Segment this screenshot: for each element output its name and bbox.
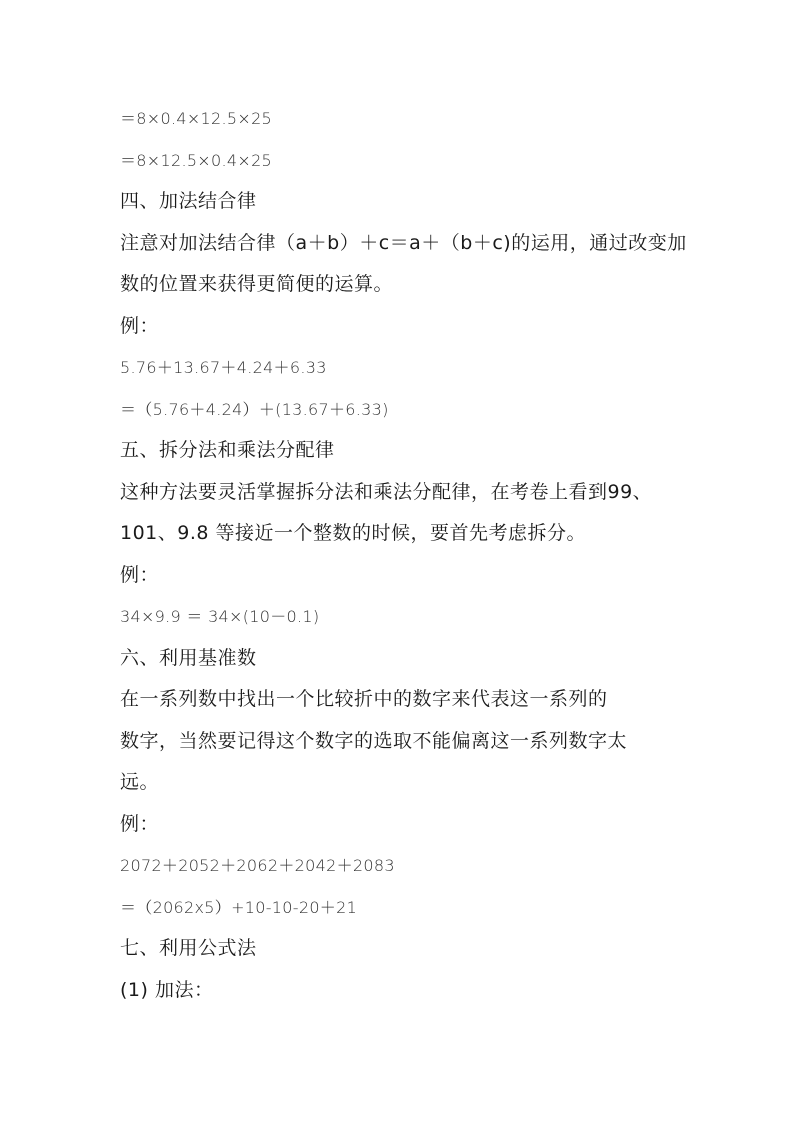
- example-label: 例：: [120, 563, 160, 586]
- formula-line: ＝8×0.4×12.5×25: [120, 109, 273, 128]
- section-heading: 七、利用公式法: [120, 937, 257, 959]
- formula-line: 34×9.9 ＝ 34×(10－0.1): [120, 607, 320, 626]
- section-heading: 四、加法结合律: [120, 190, 257, 212]
- formula-line: 2072＋2052＋2062＋2042＋2083: [120, 856, 395, 875]
- formula-line: ＝（2062x5）+10-10-20＋21: [120, 897, 358, 917]
- paragraph-line: 这种方法要灵活掌握拆分法和乘法分配律，在考卷上看到99、: [120, 480, 653, 503]
- formula-line: 5.76＋13.67＋4.24＋6.33: [120, 358, 327, 377]
- formula-line: ＝8×12.5×0.4×25: [120, 150, 273, 170]
- example-label: 例：: [120, 314, 160, 337]
- document-body: [120, 98, 687, 1011]
- paragraph-line: 远。: [120, 771, 160, 793]
- paragraph-line: 数的位置来获得更简便的运算。: [120, 273, 394, 295]
- formula-line: ＝（5.76＋4.24）＋(13.67＋6.33): [120, 399, 389, 419]
- section-heading: 五、拆分法和乘法分配律: [120, 439, 335, 461]
- paragraph-line: 101、9.8 等接近一个整数的时候，要首先考虑拆分。: [120, 522, 587, 544]
- paragraph-line: (1) 加法：: [120, 978, 214, 1001]
- paragraph-line: 数字，当然要记得这个数字的选取不能偏离这一系列数字太: [120, 729, 628, 752]
- paragraph-line: 在一系列数中找出一个比较折中的数字来代表这一系列的: [120, 688, 608, 710]
- section-heading: 六、利用基准数: [120, 646, 257, 669]
- paragraph-line: 注意对加法结合律（a＋b）＋c＝a＋（b＋c)的运用，通过改变加: [120, 231, 687, 254]
- example-label: 例：: [120, 812, 160, 835]
